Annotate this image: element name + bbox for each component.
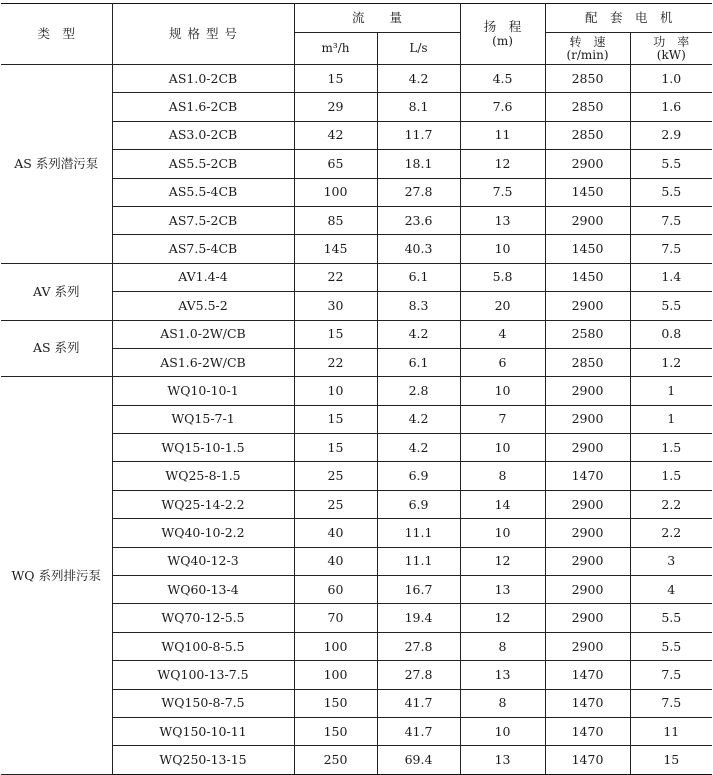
header-motor: 配 套 电 机 (545, 4, 712, 33)
cell-head: 10 (460, 434, 545, 462)
cell-model: WQ70-12-5.5 (112, 604, 294, 632)
cell-flow-m3h: 150 (294, 717, 377, 745)
cell-head: 6 (460, 348, 545, 376)
cell-power: 4 (630, 576, 712, 604)
cell-flow-m3h: 15 (294, 65, 377, 93)
cell-flow-m3h: 15 (294, 405, 377, 433)
cell-speed: 2900 (545, 292, 630, 320)
cell-speed: 2900 (545, 576, 630, 604)
cell-head: 13 (460, 746, 545, 774)
cell-head: 4 (460, 320, 545, 348)
cell-flow-m3h: 85 (294, 206, 377, 234)
cell-speed: 2850 (545, 93, 630, 121)
cell-head: 12 (460, 604, 545, 632)
cell-power: 1.0 (630, 65, 712, 93)
cell-model: AS7.5-4CB (112, 235, 294, 263)
cell-head: 14 (460, 490, 545, 518)
cell-power: 7.5 (630, 235, 712, 263)
cell-flow-m3h: 42 (294, 121, 377, 149)
cell-power: 5.5 (630, 632, 712, 660)
cell-speed: 1450 (545, 178, 630, 206)
cell-flow-ls: 27.8 (377, 661, 460, 689)
cell-flow-m3h: 29 (294, 93, 377, 121)
cell-power: 1 (630, 405, 712, 433)
cell-speed: 2900 (545, 377, 630, 405)
cell-power: 2.2 (630, 490, 712, 518)
cell-head: 13 (460, 661, 545, 689)
cell-type: WQ 系列排污泵 (1, 377, 112, 774)
cell-head: 5.8 (460, 263, 545, 291)
cell-power: 5.5 (630, 178, 712, 206)
cell-flow-ls: 18.1 (377, 150, 460, 178)
table-row (1, 320, 712, 348)
cell-flow-m3h: 150 (294, 689, 377, 717)
cell-model: WQ60-13-4 (112, 576, 294, 604)
cell-flow-m3h: 100 (294, 632, 377, 660)
cell-power: 1.5 (630, 434, 712, 462)
header-model: 规格型号 (112, 4, 294, 65)
cell-power: 0.8 (630, 320, 712, 348)
cell-power: 7.5 (630, 206, 712, 234)
cell-flow-ls: 6.1 (377, 263, 460, 291)
cell-model: AS7.5-2CB (112, 206, 294, 234)
cell-speed: 2900 (545, 490, 630, 518)
cell-model: AV1.4-4 (112, 263, 294, 291)
cell-model: AS1.0-2CB (112, 65, 294, 93)
header-speed-unit: (r/min) (566, 47, 609, 62)
header-head-label: 扬 程 (483, 19, 522, 34)
cell-flow-m3h: 145 (294, 235, 377, 263)
header-power (630, 33, 712, 65)
cell-flow-m3h: 40 (294, 547, 377, 575)
cell-model: WQ25-8-1.5 (112, 462, 294, 490)
cell-head: 10 (460, 717, 545, 745)
cell-flow-m3h: 60 (294, 576, 377, 604)
header-flow-ls: L/s (377, 33, 460, 65)
cell-speed: 2900 (545, 150, 630, 178)
cell-head: 8 (460, 689, 545, 717)
cell-flow-ls: 4.2 (377, 405, 460, 433)
cell-flow-m3h: 22 (294, 263, 377, 291)
cell-power: 1.5 (630, 462, 712, 490)
cell-model: AS1.6-2W/CB (112, 348, 294, 376)
cell-flow-m3h: 30 (294, 292, 377, 320)
cell-flow-m3h: 100 (294, 661, 377, 689)
cell-flow-ls: 6.9 (377, 490, 460, 518)
cell-head: 10 (460, 235, 545, 263)
cell-power: 5.5 (630, 292, 712, 320)
cell-model: WQ10-10-1 (112, 377, 294, 405)
cell-flow-ls: 11.1 (377, 547, 460, 575)
cell-head: 13 (460, 206, 545, 234)
cell-flow-ls: 11.1 (377, 519, 460, 547)
cell-head: 12 (460, 150, 545, 178)
cell-type: AS 系列 (1, 320, 112, 377)
cell-flow-m3h: 65 (294, 150, 377, 178)
table-body (1, 65, 712, 775)
cell-flow-ls: 4.2 (377, 434, 460, 462)
cell-type: AV 系列 (1, 263, 112, 320)
cell-model: WQ250-13-15 (112, 746, 294, 774)
cell-flow-ls: 69.4 (377, 746, 460, 774)
cell-model: WQ15-7-1 (112, 405, 294, 433)
cell-head: 10 (460, 377, 545, 405)
cell-speed: 2900 (545, 604, 630, 632)
cell-power: 1 (630, 377, 712, 405)
cell-flow-m3h: 25 (294, 462, 377, 490)
cell-flow-ls: 8.1 (377, 93, 460, 121)
cell-head: 7.5 (460, 178, 545, 206)
cell-power: 3 (630, 547, 712, 575)
cell-power: 2.2 (630, 519, 712, 547)
cell-model: WQ40-10-2.2 (112, 519, 294, 547)
cell-model: WQ40-12-3 (112, 547, 294, 575)
cell-power: 11 (630, 717, 712, 745)
cell-flow-ls: 27.8 (377, 178, 460, 206)
cell-flow-ls: 4.2 (377, 320, 460, 348)
cell-type: AS 系列潜污泵 (1, 65, 112, 264)
cell-head: 7.6 (460, 93, 545, 121)
cell-model: WQ100-13-7.5 (112, 661, 294, 689)
cell-power: 15 (630, 746, 712, 774)
table-row (1, 263, 712, 291)
cell-head: 20 (460, 292, 545, 320)
cell-flow-ls: 41.7 (377, 689, 460, 717)
cell-head: 7 (460, 405, 545, 433)
cell-flow-m3h: 40 (294, 519, 377, 547)
cell-model: AS1.0-2W/CB (112, 320, 294, 348)
cell-flow-ls: 11.7 (377, 121, 460, 149)
cell-flow-m3h: 15 (294, 320, 377, 348)
cell-speed: 1470 (545, 746, 630, 774)
header-power-label: 功 率 (653, 34, 690, 49)
cell-model: AS5.5-4CB (112, 178, 294, 206)
cell-model: AS5.5-2CB (112, 150, 294, 178)
cell-flow-m3h: 22 (294, 348, 377, 376)
cell-flow-m3h: 100 (294, 178, 377, 206)
table-row (1, 377, 712, 405)
cell-head: 11 (460, 121, 545, 149)
cell-speed: 1450 (545, 235, 630, 263)
cell-speed: 2580 (545, 320, 630, 348)
cell-speed: 2900 (545, 434, 630, 462)
cell-power: 7.5 (630, 661, 712, 689)
cell-speed: 1470 (545, 462, 630, 490)
header-flow-m3h: m³/h (294, 33, 377, 65)
cell-model: WQ15-10-1.5 (112, 434, 294, 462)
cell-flow-ls: 23.6 (377, 206, 460, 234)
cell-flow-ls: 8.3 (377, 292, 460, 320)
header-type: 类 型 (1, 4, 112, 65)
cell-flow-ls: 6.9 (377, 462, 460, 490)
cell-speed: 1450 (545, 263, 630, 291)
cell-power: 1.4 (630, 263, 712, 291)
cell-flow-ls: 4.2 (377, 65, 460, 93)
cell-power: 1.2 (630, 348, 712, 376)
cell-power: 2.9 (630, 121, 712, 149)
cell-flow-ls: 19.4 (377, 604, 460, 632)
table-row (1, 65, 712, 93)
header-head (460, 4, 545, 65)
cell-head: 13 (460, 576, 545, 604)
cell-flow-m3h: 70 (294, 604, 377, 632)
cell-speed: 2900 (545, 632, 630, 660)
cell-model: AV5.5-2 (112, 292, 294, 320)
cell-flow-ls: 2.8 (377, 377, 460, 405)
cell-speed: 2850 (545, 121, 630, 149)
cell-model: WQ150-10-11 (112, 717, 294, 745)
header-power-unit: (kW) (656, 47, 686, 62)
cell-speed: 2900 (545, 405, 630, 433)
cell-speed: 1470 (545, 661, 630, 689)
cell-flow-ls: 41.7 (377, 717, 460, 745)
header-speed (545, 33, 630, 65)
cell-speed: 2900 (545, 206, 630, 234)
cell-flow-m3h: 250 (294, 746, 377, 774)
cell-model: WQ100-8-5.5 (112, 632, 294, 660)
cell-head: 8 (460, 462, 545, 490)
cell-speed: 2850 (545, 348, 630, 376)
cell-flow-ls: 6.1 (377, 348, 460, 376)
cell-model: AS3.0-2CB (112, 121, 294, 149)
cell-power: 5.5 (630, 604, 712, 632)
cell-speed: 1470 (545, 717, 630, 745)
cell-model: WQ150-8-7.5 (112, 689, 294, 717)
cell-speed: 1470 (545, 689, 630, 717)
cell-head: 8 (460, 632, 545, 660)
header-flow: 流 量 (294, 4, 460, 33)
cell-flow-ls: 16.7 (377, 576, 460, 604)
cell-speed: 2850 (545, 65, 630, 93)
cell-speed: 2900 (545, 547, 630, 575)
cell-model: AS1.6-2CB (112, 93, 294, 121)
header-head-unit: (m) (492, 34, 513, 48)
cell-model: WQ25-14-2.2 (112, 490, 294, 518)
cell-flow-m3h: 10 (294, 377, 377, 405)
header-speed-label: 转 速 (569, 34, 606, 49)
cell-head: 10 (460, 519, 545, 547)
cell-head: 4.5 (460, 65, 545, 93)
pump-spec-table (1, 3, 712, 775)
cell-power: 7.5 (630, 689, 712, 717)
cell-flow-m3h: 15 (294, 434, 377, 462)
cell-head: 12 (460, 547, 545, 575)
cell-power: 5.5 (630, 150, 712, 178)
cell-flow-m3h: 25 (294, 490, 377, 518)
cell-power: 1.6 (630, 93, 712, 121)
cell-flow-ls: 27.8 (377, 632, 460, 660)
cell-flow-ls: 40.3 (377, 235, 460, 263)
table-header (1, 4, 712, 65)
cell-speed: 2900 (545, 519, 630, 547)
